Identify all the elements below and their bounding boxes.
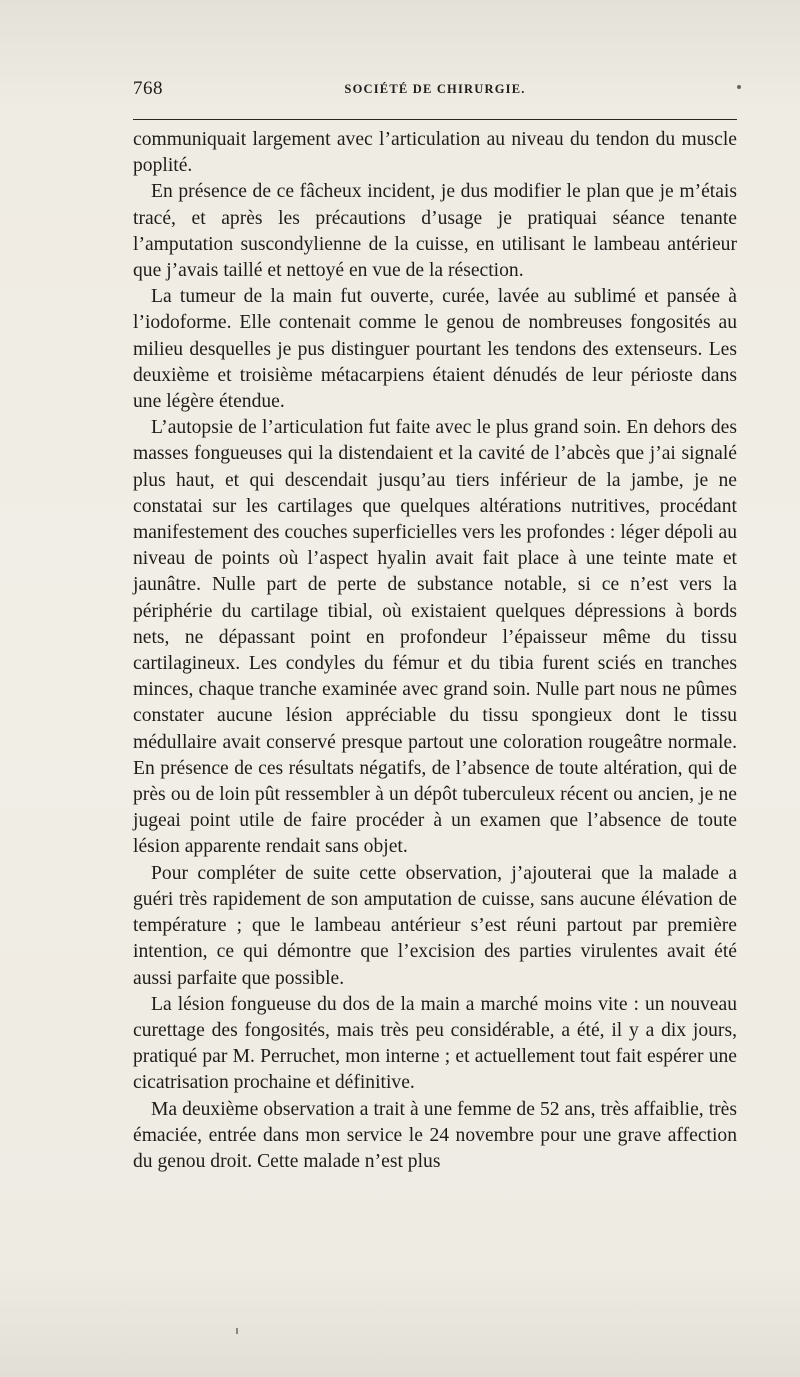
paragraph-autopsy: L’autopsie de l’articulation fut faite avec le plus grand soin. En dehors des masses fongueuses qui la distendaient et la cavité de l’abcès que j’ai signalé plus haut, et qui descendait jusqu’au tiers inférieur de la jambe, je ne constatai sur les cartilages que quelques altérations nutritives, procédant manifestement des couches superficielles vers les profondes : léger dépoli au niveau de points où l’aspect hyalin avait fait place à une teinte mate et jaunâtre. Nulle part de perte de substance notable, si ce n’est vers la périphérie du cartilage tibial, où existaient quelques dépressions à bords nets, ne dépassant point en profondeur l’épaisseur même du tissu cartilagineux. Les condyles du fémur et du tibia furent sciés en tranches minces, chaque tranche examinée avec grand soin. Nulle part nous ne pûmes constater aucune lésion appréciable du tissu spongieux dont le tissu médullaire avait conservé presque partout une coloration rougeâtre normale. En présence de ces résultats négatifs, de l’absence de toute altération, qui de près ou de loin pût ressembler à un dépôt tuberculeux récent ou ancien, je ne jugeai point utile de faire procéder à un examen que l’absence de toute lésion apparente rendait sans objet. [133, 417, 737, 858]
page-number: 768 [133, 78, 163, 99]
ornament-dot [737, 85, 741, 89]
paragraph-continuation: communiquait largement avec l’articulation au niveau du tendon du muscle poplité. [133, 129, 737, 177]
body-text [133, 127, 737, 1175]
print-speck [236, 1328, 238, 1334]
running-head [133, 78, 737, 104]
running-title: SOCIÉTÉ DE CHIRURGIE. [344, 82, 526, 96]
paragraph-hand-tumor: La tumeur de la main fut ouverte, curée, lavée au sublimé et pansée à l’iodoforme. Elle contenait comme le genou de nombreuses fongosités au milieu desquelles je pus distinguer pourtant les tendons des extenseurs. Les deuxième et troisième métacarpiens étaient dénudés de leur périoste dans une légère étendue. [133, 286, 737, 413]
paragraph-amputation: En présence de ce fâcheux incident, je dus modifier le plan que je m’étais tracé, et après les précautions d’usage je pratiquai séance tenante l’amputation suscondylienne de la cuisse, en utilisant le lambeau antérieur que j’avais taillé et nettoyé en vue de la résection. [133, 181, 737, 282]
paragraph-recovery: Pour compléter de suite cette observation, j’ajouterai que la malade a guéri très rapidement de son amputation de cuisse, sans aucune élévation de température ; que le lambeau antérieur s’est réuni partout par première intention, ce qui démontre que l’excision des parties virulentes avait été aussi parfaite que possible. [133, 862, 737, 989]
paragraph-hand-lesion: La lésion fongueuse du dos de la main a marché moins vite : un nouveau curettage des fongosités, mais très peu considérable, a été, il y a dix jours, pratiqué par M. Perruchet, mon interne ; et actuellement tout fait espérer une cicatrisation prochaine et définitive. [133, 993, 737, 1094]
header-rule [133, 119, 737, 120]
paragraph-second-observation: Ma deuxième observation a trait à une femme de 52 ans, très affaiblie, très émaciée, entrée dans mon service le 24 novembre pour une grave affection du genou droit. Cette malade n’est plus [133, 1098, 737, 1172]
